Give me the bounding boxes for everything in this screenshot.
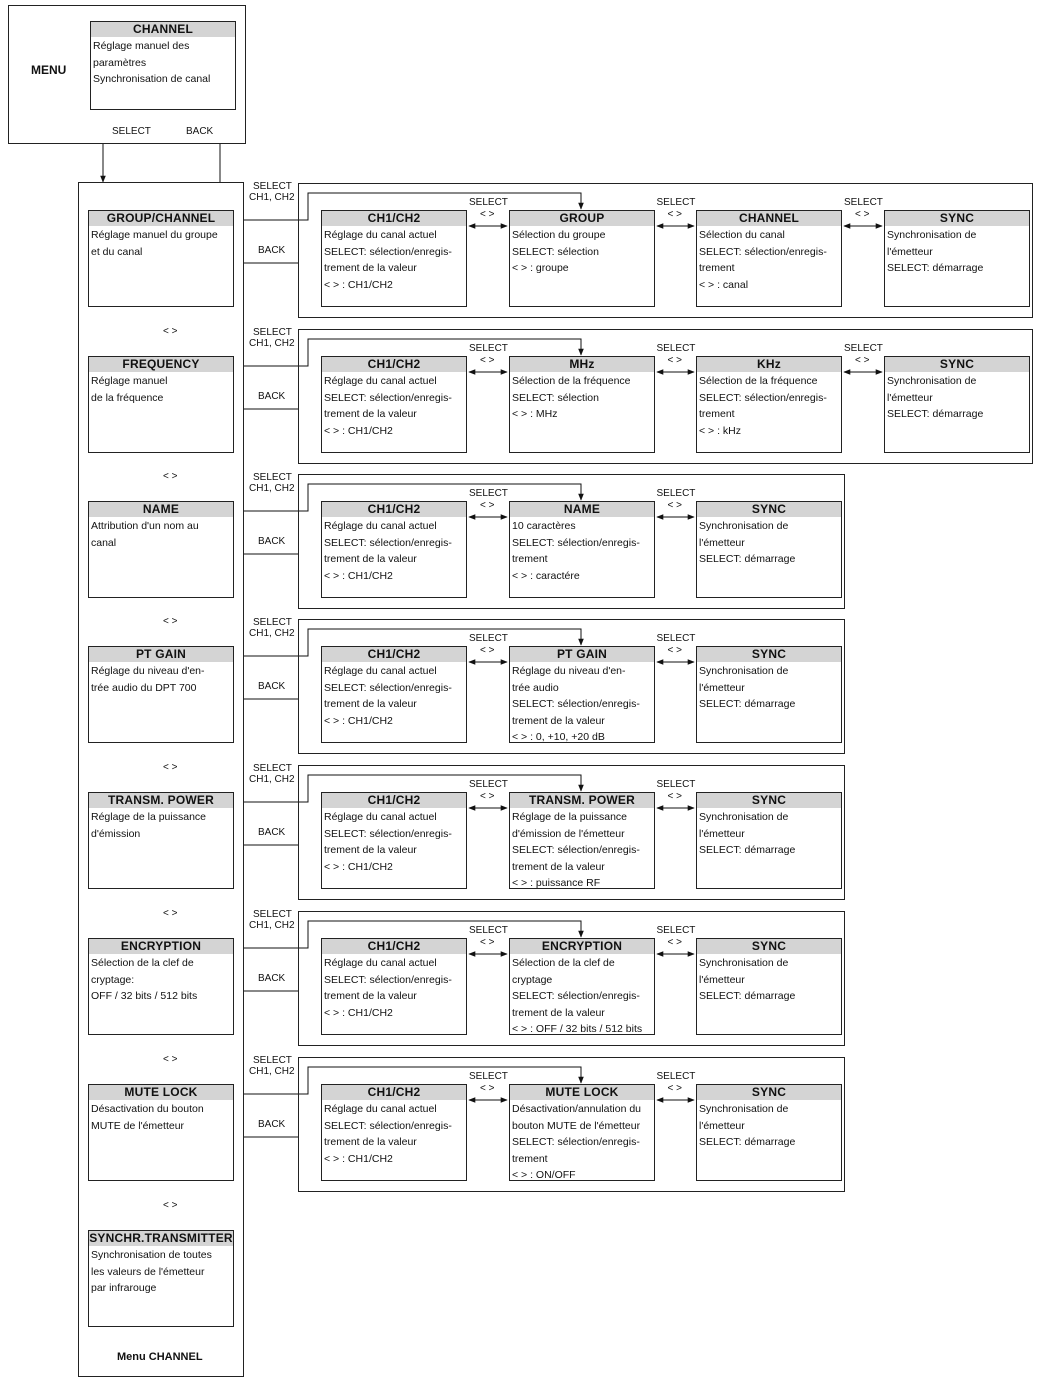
row-step-nav-label: < > (667, 937, 682, 948)
left-item-2-line: canal (91, 536, 117, 549)
row-5-box-1[interactable] (509, 938, 655, 1035)
row-1-box-2-line: < > : kHz (699, 424, 742, 437)
row-1-box-1-title: MHz (510, 357, 654, 372)
row-step-select-label: SELECT (844, 197, 883, 208)
row-5-box-2-line: SELECT: démarrage (699, 990, 796, 1002)
left-item-0-title: GROUP/CHANNEL (89, 211, 233, 226)
row-0-box-3-title: SYNC (885, 211, 1029, 226)
row-step-nav-label: < > (667, 791, 682, 802)
row-2-box-2-line: Synchronisation de (699, 520, 789, 532)
left-item-4[interactable] (88, 792, 234, 889)
left-item-1-text (89, 372, 233, 406)
row-6-box-2-text (697, 1100, 841, 1151)
row-3-box-2[interactable] (696, 646, 842, 743)
row-2-box-1-line: SELECT: sélection/enregis- (512, 536, 640, 549)
left-item-4-line: d'émission (91, 827, 141, 840)
row-6-box-2-title: SYNC (697, 1085, 841, 1100)
left-item-5-line: cryptage: (91, 973, 135, 986)
row-step-nav-label: < > (480, 1083, 495, 1094)
row-3-box-0-line: < > : CH1/CH2 (324, 714, 393, 727)
row-step-nav-label: < > (480, 500, 495, 511)
row-5-box-1-title: ENCRYPTION (510, 939, 654, 954)
row-2-box-1-line: 10 caractères (512, 520, 576, 532)
row-3-box-0-line: SELECT: sélection/enregis- (324, 681, 452, 694)
row-step-nav-label: < > (667, 1083, 682, 1094)
menu-channel-line: paramètres (93, 56, 147, 69)
row-1-box-1-line: SELECT: sélection (512, 391, 599, 404)
row-4-box-2-title: SYNC (697, 793, 841, 808)
menu-channel-text (91, 37, 235, 88)
left-item-5-line: OFF / 32 bits / 512 bits (91, 990, 198, 1002)
row-0-box-2-line: < > : canal (699, 278, 749, 291)
row-2-box-0-line: Réglage du canal actuel (324, 520, 437, 532)
left-nav-label: < > (163, 907, 178, 919)
row-2-box-0-line: SELECT: sélection/enregis- (324, 536, 452, 549)
row-5-box-2-title: SYNC (697, 939, 841, 954)
row-6-box-1-line: < > : ON/OFF (512, 1169, 576, 1181)
row-1-box-3-line: SELECT: démarrage (887, 408, 984, 420)
row-1-box-2[interactable] (696, 356, 842, 453)
row-step-nav-label: < > (480, 937, 495, 948)
row-back-label: BACK (258, 245, 286, 256)
left-nav-label: < > (163, 761, 178, 773)
row-2-box-2-text (697, 517, 841, 568)
row-select-label: SELECT (253, 1055, 292, 1066)
row-5-box-0[interactable] (321, 938, 467, 1035)
row-step-select-label: SELECT (469, 1071, 508, 1082)
row-6-box-1-line: bouton MUTE de l'émetteur (512, 1119, 641, 1132)
row-step-nav-label: < > (480, 209, 495, 220)
menu-channel-line: Réglage manuel des (93, 40, 190, 52)
row-0-box-2-title: CHANNEL (697, 211, 841, 226)
row-5-box-1-line: SELECT: sélection/enregis- (512, 990, 640, 1002)
row-4-box-2[interactable] (696, 792, 842, 889)
row-3-box-0-title: CH1/CH2 (322, 647, 466, 662)
row-select-label: SELECT (253, 617, 292, 628)
channel-menu-footer: Menu CHANNEL (117, 1351, 203, 1363)
row-6-box-1[interactable] (509, 1084, 655, 1181)
row-0-box-0-line: trement de la valeur (324, 262, 417, 274)
row-3-box-1-text (510, 662, 654, 746)
row-5-box-1-text (510, 954, 654, 1038)
row-6-box-1-line: SELECT: sélection/enregis- (512, 1136, 640, 1148)
row-1-box-3-line: l'émetteur (887, 391, 933, 404)
left-item-6-title: MUTE LOCK (89, 1085, 233, 1100)
row-step-select-label: SELECT (656, 197, 696, 208)
row-2-box-0-line: < > : CH1/CH2 (324, 569, 393, 582)
left-item-1[interactable] (88, 356, 234, 453)
row-select-sub-label: CH1, CH2 (249, 628, 295, 639)
left-item-1-line: de la fréquence (91, 391, 164, 404)
row-4-box-1-line: Réglage de la puissance (512, 811, 627, 823)
row-6-box-1-title: MUTE LOCK (510, 1085, 654, 1100)
row-select-label: SELECT (253, 909, 292, 920)
row-1-box-1-line: Sélection de la fréquence (512, 375, 631, 387)
row-5-box-0-line: < > : CH1/CH2 (324, 1006, 393, 1019)
row-2-box-0[interactable] (321, 501, 467, 598)
row-4-box-1-line: trement de la valeur (512, 860, 605, 873)
row-1-box-0-line: SELECT: sélection/enregis- (324, 391, 452, 404)
row-select-sub-label: CH1, CH2 (249, 774, 295, 785)
menu-channel-title: CHANNEL (91, 22, 235, 37)
row-2-box-2-line: SELECT: démarrage (699, 553, 796, 565)
row-3-box-2-line: Synchronisation de (699, 665, 789, 677)
row-6-box-2-line: SELECT: démarrage (699, 1136, 796, 1148)
row-select-label: SELECT (253, 472, 292, 483)
row-4-box-0-line: SELECT: sélection/enregis- (324, 827, 452, 840)
row-6-box-2-line: Synchronisation de (699, 1103, 789, 1115)
row-1-box-0-line: trement de la valeur (324, 408, 417, 420)
row-select-sub-label: CH1, CH2 (249, 483, 295, 494)
row-3-box-0-text (322, 662, 466, 729)
left-item-4-title: TRANSM. POWER (89, 793, 233, 808)
row-3-box-1-line: trement de la valeur (512, 714, 605, 727)
left-item-6-line: MUTE de l'émetteur (91, 1119, 185, 1132)
row-3-box-1[interactable] (509, 646, 655, 743)
row-0-box-3-line: l'émetteur (887, 245, 933, 258)
row-0-box-0-title: CH1/CH2 (322, 211, 466, 226)
row-step-nav-label: < > (855, 355, 870, 366)
row-0-box-2-line: SELECT: sélection/enregis- (699, 245, 827, 258)
left-item-7[interactable] (88, 1230, 234, 1327)
row-4-box-0-line: Réglage du canal actuel (324, 811, 437, 823)
row-select-label: SELECT (253, 327, 292, 338)
row-back-label: BACK (258, 681, 286, 692)
left-item-0-text (89, 226, 233, 260)
left-nav-label: < > (163, 1199, 178, 1211)
row-step-select-label: SELECT (656, 925, 696, 936)
row-select-label: SELECT (253, 181, 292, 192)
left-nav-label: < > (163, 616, 178, 627)
row-1-box-3-text (885, 372, 1029, 423)
row-step-nav-label: < > (667, 500, 682, 511)
row-back-label: BACK (258, 1119, 286, 1130)
left-item-4-text (89, 808, 233, 842)
row-1-box-0-title: CH1/CH2 (322, 357, 466, 372)
left-item-0[interactable] (88, 210, 234, 307)
row-1-box-2-line: Sélection de la fréquence (699, 375, 818, 387)
row-5-box-1-line: cryptage (512, 973, 553, 986)
row-0-box-3[interactable] (884, 210, 1030, 307)
row-3-box-1-title: PT GAIN (510, 647, 654, 662)
row-5-box-0-line: trement de la valeur (324, 990, 417, 1002)
left-item-4-line: Réglage de la puissance (91, 811, 206, 823)
row-step-select-label: SELECT (656, 1071, 696, 1082)
row-3-box-1-line: Réglage du niveau d'en- (512, 665, 626, 677)
row-4-box-0-line: trement de la valeur (324, 844, 417, 856)
row-2-box-2[interactable] (696, 501, 842, 598)
menu-channel-line: Synchronisation de canal (93, 73, 211, 85)
row-1-box-1-line: < > : MHz (512, 408, 558, 420)
row-0-box-0-line: SELECT: sélection/enregis- (324, 245, 452, 258)
row-5-box-2-line: l'émetteur (699, 973, 745, 986)
row-5-box-1-line: trement de la valeur (512, 1006, 605, 1019)
menu-channel-box[interactable] (90, 21, 236, 110)
left-item-3[interactable] (88, 646, 234, 743)
row-step-nav-label: < > (480, 791, 495, 802)
row-select-sub-label: CH1, CH2 (249, 338, 295, 349)
row-0-box-0[interactable] (321, 210, 467, 307)
row-6-box-1-line: Désactivation/annulation du (512, 1103, 642, 1115)
row-step-select-label: SELECT (469, 925, 508, 936)
row-4-box-1-text (510, 808, 654, 892)
left-item-0-line: Réglage manuel du groupe (91, 229, 218, 241)
row-4-box-2-text (697, 808, 841, 859)
row-0-box-1-line: < > : groupe (512, 262, 569, 274)
menu-label: MENU (31, 63, 67, 77)
row-step-select-label: SELECT (656, 633, 696, 644)
row-5-box-0-text (322, 954, 466, 1021)
row-1-box-0-line: Réglage du canal actuel (324, 375, 437, 387)
row-1-box-0[interactable] (321, 356, 467, 453)
row-4-box-2-line: SELECT: démarrage (699, 844, 796, 856)
row-2-box-1-title: NAME (510, 502, 654, 517)
left-item-6-text (89, 1100, 233, 1134)
left-item-7-line: les valeurs de l'émetteur (91, 1265, 205, 1278)
row-1-box-3-title: SYNC (885, 357, 1029, 372)
left-item-3-line: Réglage du niveau d'en- (91, 665, 205, 677)
row-step-nav-label: < > (480, 645, 495, 656)
row-3-box-1-line: trée audio (512, 681, 559, 694)
row-0-box-3-text (885, 226, 1029, 277)
row-0-box-2-line: trement (699, 262, 735, 274)
row-2-box-1-text (510, 517, 654, 584)
row-1-box-3[interactable] (884, 356, 1030, 453)
row-0-box-2-text (697, 226, 841, 293)
row-2-box-1-line: trement (512, 553, 548, 565)
row-6-box-2[interactable] (696, 1084, 842, 1181)
row-step-nav-label: < > (480, 355, 495, 366)
row-select-label: SELECT (253, 763, 292, 774)
row-1-box-3-line: Synchronisation de (887, 375, 977, 387)
row-0-box-2[interactable] (696, 210, 842, 307)
row-step-nav-label: < > (855, 209, 870, 220)
row-4-box-1-line: d'émission de l'émetteur (512, 827, 625, 840)
left-item-5[interactable] (88, 938, 234, 1035)
row-2-box-1-line: < > : caractére (512, 569, 580, 582)
row-4-box-1[interactable] (509, 792, 655, 889)
row-6-box-2-line: l'émetteur (699, 1119, 745, 1132)
row-back-label: BACK (258, 391, 286, 402)
row-3-box-1-line: SELECT: sélection/enregis- (512, 698, 640, 710)
row-2-box-1[interactable] (509, 501, 655, 598)
row-back-label: BACK (258, 827, 286, 838)
left-item-2-title: NAME (89, 502, 233, 517)
menu-back-label: BACK (186, 126, 214, 137)
left-item-3-text (89, 662, 233, 696)
row-3-box-0[interactable] (321, 646, 467, 743)
left-nav-label: < > (163, 325, 178, 337)
row-6-box-0-title: CH1/CH2 (322, 1085, 466, 1100)
row-1-box-2-title: KHz (697, 357, 841, 372)
row-0-box-1-title: GROUP (510, 211, 654, 226)
row-select-sub-label: CH1, CH2 (249, 920, 295, 931)
left-item-2[interactable] (88, 501, 234, 598)
row-6-box-1-line: trement (512, 1152, 548, 1165)
row-back-label: BACK (258, 973, 286, 984)
row-select-sub-label: CH1, CH2 (249, 192, 295, 203)
left-nav-label: < > (163, 1053, 178, 1065)
row-4-box-0-line: < > : CH1/CH2 (324, 860, 393, 873)
row-4-box-1-title: TRANSM. POWER (510, 793, 654, 808)
row-3-box-2-text (697, 662, 841, 713)
row-4-box-2-line: Synchronisation de (699, 811, 789, 823)
row-6-box-0-line: < > : CH1/CH2 (324, 1152, 393, 1165)
row-step-nav-label: < > (667, 209, 682, 220)
left-item-5-text (89, 954, 233, 1005)
row-5-box-2-text (697, 954, 841, 1005)
row-0-box-3-line: SELECT: démarrage (887, 262, 984, 274)
row-0-box-1-line: Sélection du groupe (512, 229, 606, 241)
row-step-nav-label: < > (667, 645, 682, 656)
row-2-box-0-line: trement de la valeur (324, 553, 417, 565)
row-1-box-2-line: SELECT: sélection/enregis- (699, 391, 827, 404)
row-1-box-1[interactable] (509, 356, 655, 453)
row-6-box-1-text (510, 1100, 654, 1184)
row-select-sub-label: CH1, CH2 (249, 1066, 295, 1077)
row-1-box-0-line: < > : CH1/CH2 (324, 424, 393, 437)
row-0-box-0-line: Réglage du canal actuel (324, 229, 437, 241)
row-5-box-0-line: SELECT: sélection/enregis- (324, 973, 452, 986)
row-6-box-0-line: SELECT: sélection/enregis- (324, 1119, 452, 1132)
left-item-7-text (89, 1246, 233, 1297)
row-0-box-2-line: Sélection du canal (699, 229, 785, 241)
row-3-box-0-line: Réglage du canal actuel (324, 665, 437, 677)
row-step-select-label: SELECT (469, 488, 508, 499)
row-5-box-1-line: < > : OFF / 32 bits / 512 bits (512, 1023, 643, 1035)
row-3-box-0-line: trement de la valeur (324, 698, 417, 710)
row-6-box-0-line: trement de la valeur (324, 1136, 417, 1148)
row-1-box-0-text (322, 372, 466, 439)
row-5-box-0-title: CH1/CH2 (322, 939, 466, 954)
row-back-label: BACK (258, 536, 286, 547)
row-2-box-2-title: SYNC (697, 502, 841, 517)
row-step-select-label: SELECT (469, 633, 508, 644)
left-item-6-line: Désactivation du bouton (91, 1103, 204, 1115)
left-nav-label: < > (163, 471, 178, 482)
row-0-box-1-line: SELECT: sélection (512, 245, 599, 258)
row-2-box-0-text (322, 517, 466, 584)
row-0-box-0-text (322, 226, 466, 293)
row-1-box-2-text (697, 372, 841, 439)
row-3-box-2-line: l'émetteur (699, 681, 745, 694)
row-0-box-3-line: Synchronisation de (887, 229, 977, 241)
left-item-7-title: SYNCHR.TRANSMITTER (89, 1231, 233, 1245)
left-item-6[interactable] (88, 1084, 234, 1181)
row-step-select-label: SELECT (469, 343, 508, 354)
row-step-select-label: SELECT (656, 343, 696, 354)
row-6-box-0[interactable] (321, 1084, 467, 1181)
left-item-5-line: Sélection de la clef de (91, 957, 194, 969)
left-item-0-line: et du canal (91, 245, 143, 258)
row-5-box-2[interactable] (696, 938, 842, 1035)
row-4-box-2-line: l'émetteur (699, 827, 745, 840)
row-step-select-label: SELECT (844, 343, 883, 354)
row-0-box-1-text (510, 226, 654, 277)
row-3-box-2-title: SYNC (697, 647, 841, 662)
row-5-box-0-line: Réglage du canal actuel (324, 957, 437, 969)
row-step-select-label: SELECT (469, 779, 508, 790)
row-step-select-label: SELECT (656, 779, 696, 790)
row-step-select-label: SELECT (656, 488, 696, 499)
left-item-2-text (89, 517, 233, 551)
row-4-box-0[interactable] (321, 792, 467, 889)
row-4-box-1-line: < > : puissance RF (512, 877, 601, 889)
row-4-box-1-line: SELECT: sélection/enregis- (512, 844, 640, 856)
row-1-box-2-line: trement (699, 408, 735, 420)
row-3-box-1-line: < > : 0, +10, +20 dB (512, 731, 605, 743)
left-item-3-title: PT GAIN (89, 647, 233, 662)
row-5-box-2-line: Synchronisation de (699, 957, 789, 969)
row-0-box-1[interactable] (509, 210, 655, 307)
row-6-box-0-text (322, 1100, 466, 1167)
row-5-box-1-line: Sélection de la clef de (512, 957, 615, 969)
row-2-box-0-title: CH1/CH2 (322, 502, 466, 517)
row-1-box-1-text (510, 372, 654, 423)
row-2-box-2-line: l'émetteur (699, 536, 745, 549)
row-3-box-2-line: SELECT: démarrage (699, 698, 796, 710)
menu-select-label: SELECT (112, 126, 151, 137)
left-item-2-line: Attribution d'un nom au (91, 520, 199, 532)
row-step-nav-label: < > (667, 355, 682, 366)
left-item-7-line: Synchronisation de toutes (91, 1249, 212, 1261)
row-4-box-0-text (322, 808, 466, 875)
row-0-box-0-line: < > : CH1/CH2 (324, 278, 393, 291)
left-item-3-line: trée audio du DPT 700 (91, 681, 197, 694)
left-item-1-line: Réglage manuel (91, 375, 168, 387)
row-4-box-0-title: CH1/CH2 (322, 793, 466, 808)
row-step-select-label: SELECT (469, 197, 508, 208)
left-item-1-title: FREQUENCY (89, 357, 233, 372)
row-6-box-0-line: Réglage du canal actuel (324, 1103, 437, 1115)
left-item-7-line: par infrarouge (91, 1282, 157, 1294)
left-item-5-title: ENCRYPTION (89, 939, 233, 954)
